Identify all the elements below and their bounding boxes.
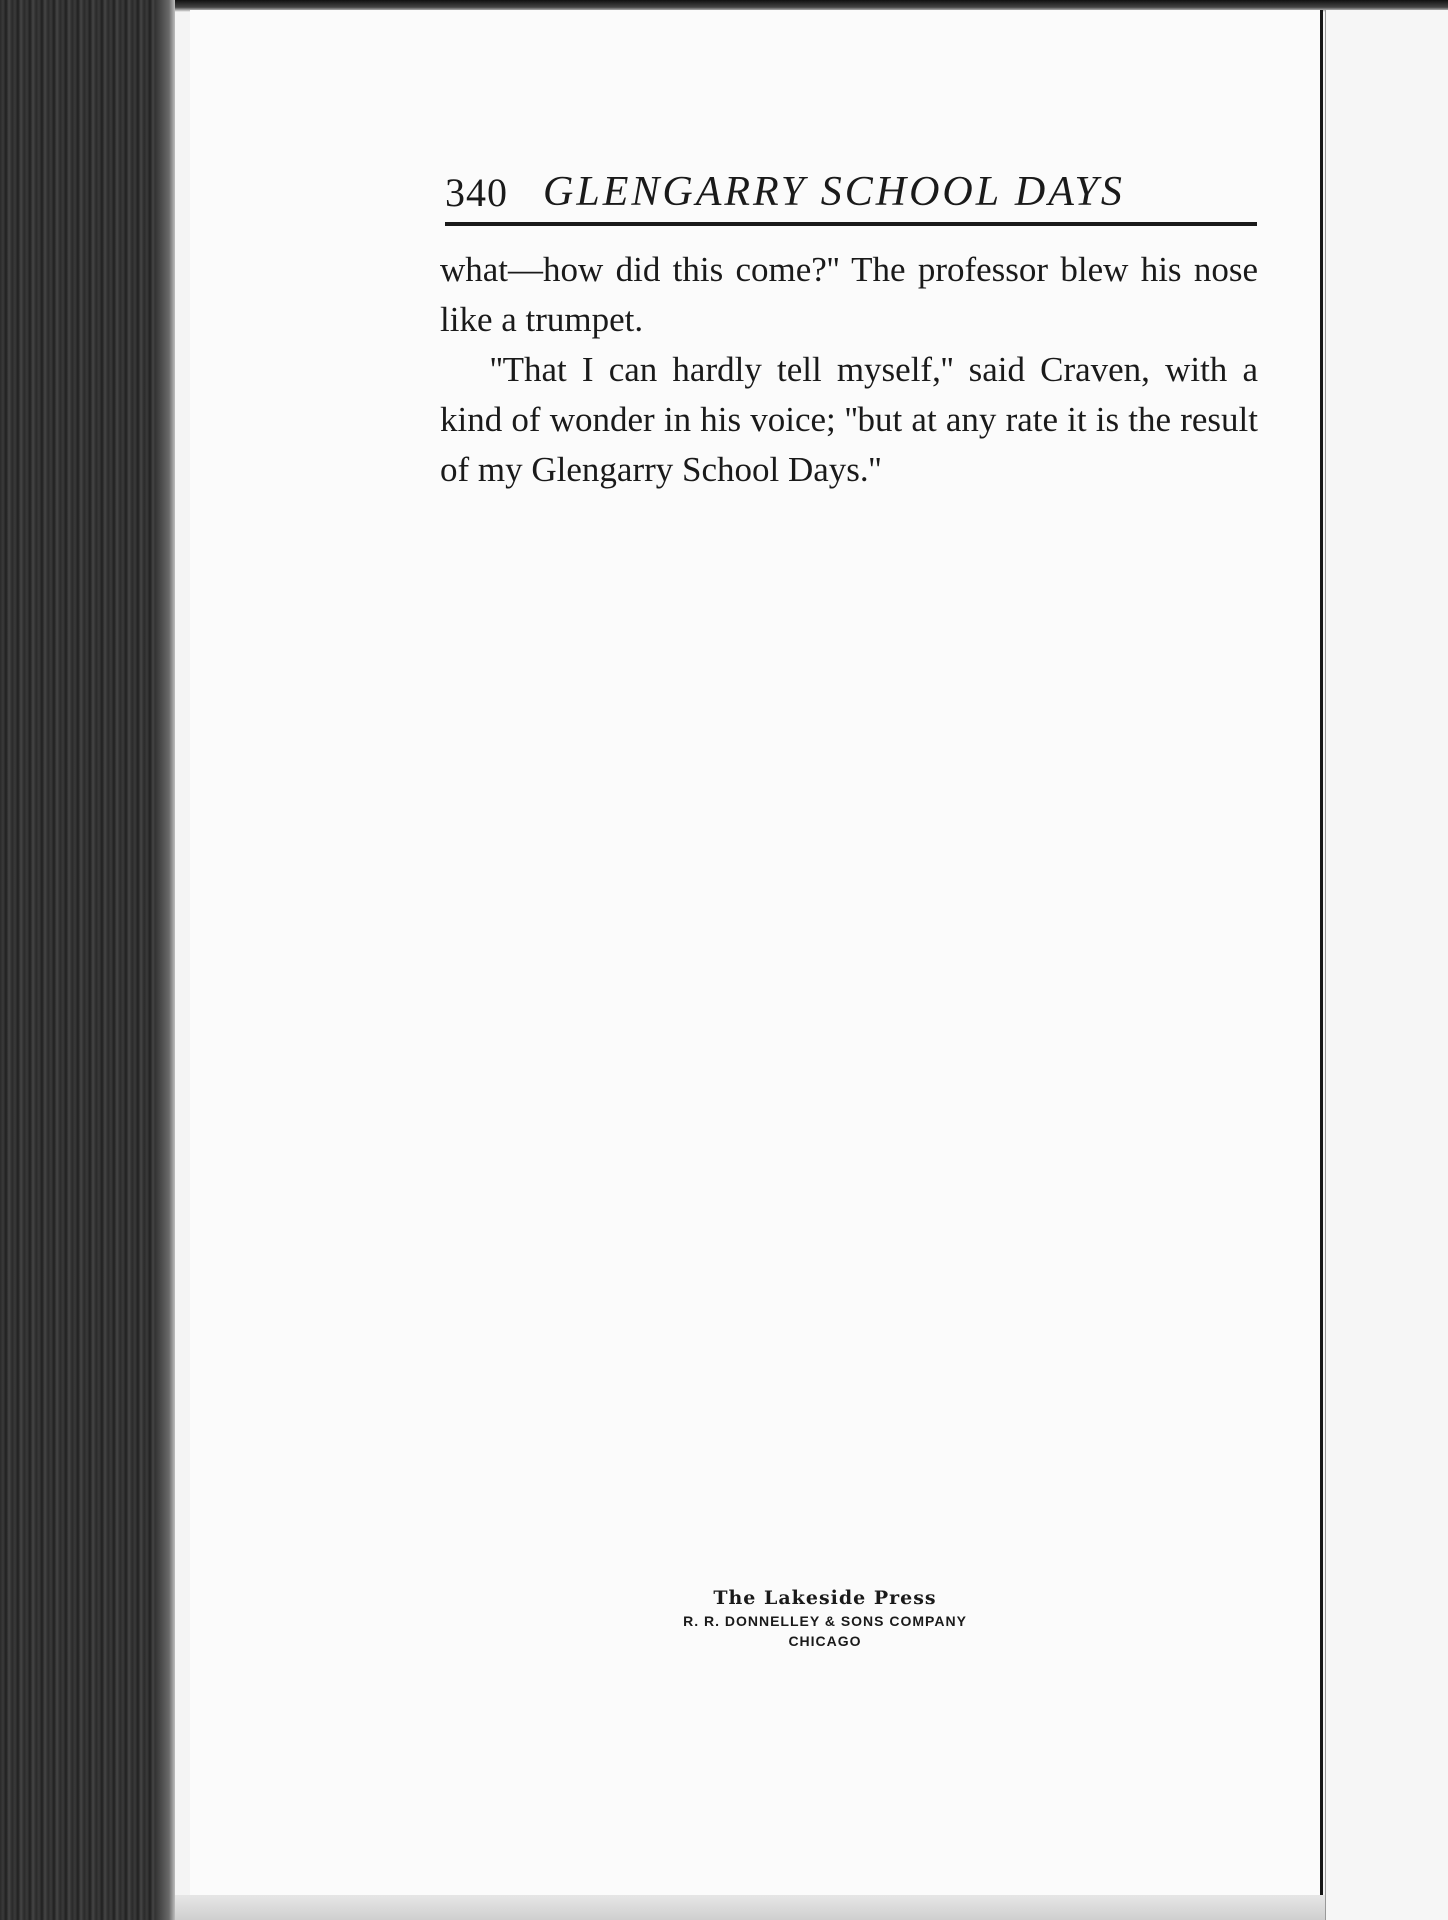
imprint-city: CHICAGO — [788, 1633, 862, 1649]
page-number: 340 — [445, 170, 508, 215]
imprint-company: R. R. DONNELLEY & SONS COMPANY — [683, 1613, 967, 1629]
running-title: GLENGARRY SCHOOL DAYS — [543, 169, 1125, 215]
bottom-strip — [175, 1895, 1325, 1920]
next-page-edge — [1325, 10, 1448, 1920]
imprint-press: The Lakeside Press — [713, 1587, 937, 1609]
running-head — [445, 162, 1257, 226]
book-edge — [0, 0, 175, 1920]
printer-imprint — [600, 1585, 1050, 1651]
paragraph: what—how did this come?'' The professor blew his nose like a trumpet. — [440, 250, 1258, 339]
paragraph: ''That I can hardly tell myself,'' said Craven, with a kind of wonder in his voice; ''but at any rate it is the result of my Glengarry School Days.'' — [440, 350, 1258, 489]
body-text — [440, 245, 1258, 495]
